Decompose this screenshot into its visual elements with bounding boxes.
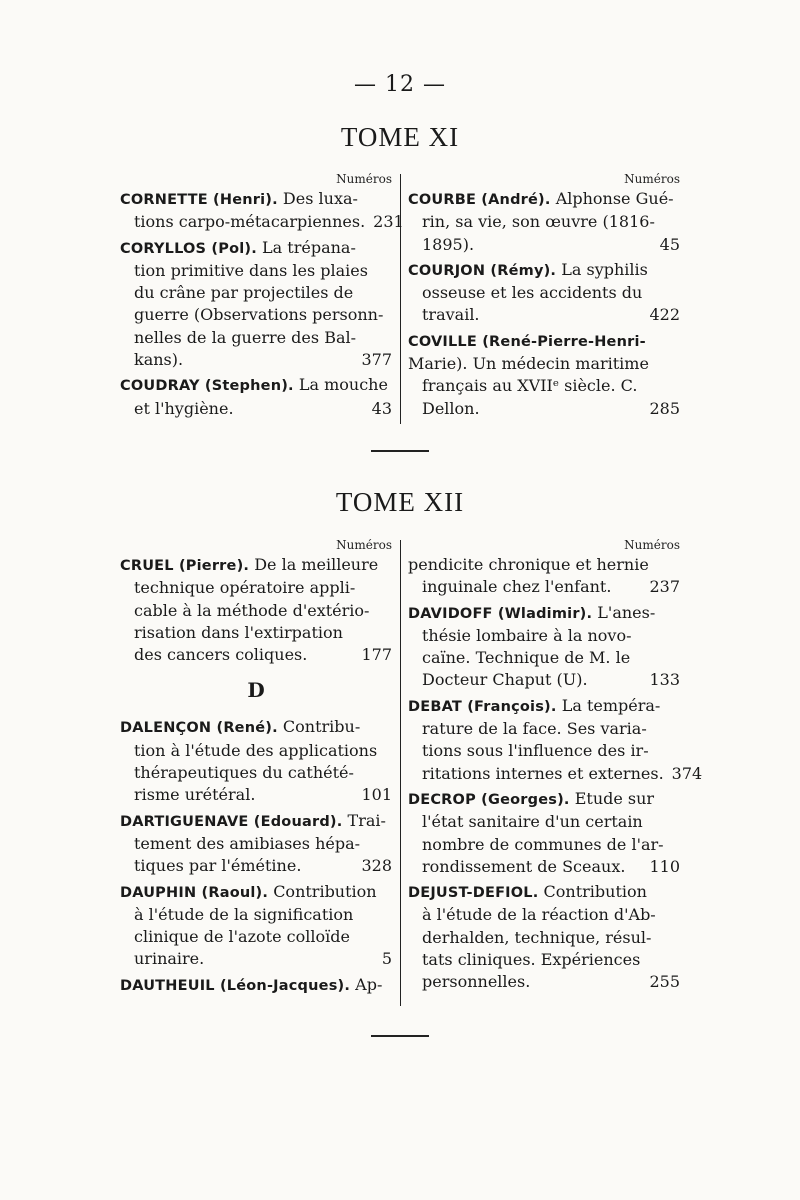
entry-text bbox=[120, 644, 307, 666]
entry-text bbox=[120, 762, 354, 784]
entry-line bbox=[408, 949, 680, 971]
entry-line bbox=[408, 669, 680, 691]
entry-line-text: clinique de l'azote colloïde bbox=[134, 927, 350, 947]
entry-line-text: urinaire. bbox=[134, 949, 205, 969]
entry-text bbox=[120, 554, 378, 577]
entry-line-text: thérapeutiques du cathété- bbox=[134, 763, 354, 783]
entry-line-text: La mouche bbox=[298, 375, 388, 395]
entry-line bbox=[120, 600, 392, 622]
entry-text bbox=[120, 784, 255, 806]
entry-text bbox=[408, 576, 611, 598]
entry-number: 45 bbox=[659, 234, 680, 254]
index-entry bbox=[120, 188, 404, 234]
entry-line bbox=[120, 374, 392, 397]
entry-line bbox=[408, 718, 680, 740]
entry-line bbox=[120, 304, 392, 326]
entry-text bbox=[408, 304, 480, 326]
entry-line bbox=[120, 398, 392, 420]
entry-text bbox=[408, 834, 664, 856]
entry-text bbox=[120, 374, 388, 397]
entry-text bbox=[120, 600, 369, 622]
entry-line-text: tions carpo-métacarpiennes. bbox=[134, 212, 366, 232]
entry-text bbox=[120, 260, 368, 282]
entry-text bbox=[408, 669, 588, 691]
entry-author: DEBAT (François). bbox=[408, 698, 557, 715]
section-rule bbox=[371, 450, 429, 452]
entry-line bbox=[408, 834, 680, 856]
entry-line bbox=[408, 856, 680, 878]
entry-line-text: tion primitive dans les plaies bbox=[134, 260, 368, 280]
entry-line-text: L'anes- bbox=[597, 602, 656, 622]
entry-line bbox=[120, 260, 392, 282]
entry-text bbox=[408, 949, 640, 971]
entry-line bbox=[408, 259, 680, 282]
entry-text bbox=[408, 188, 674, 211]
entry-number: 377 bbox=[361, 350, 392, 370]
entry-text bbox=[120, 349, 183, 371]
entry-line-text: tiques par l'émétine. bbox=[134, 856, 302, 876]
entry-text bbox=[408, 695, 660, 718]
entry-line-text: thésie lombaire à la novo- bbox=[422, 625, 632, 645]
entry-line bbox=[120, 577, 392, 599]
entry-author: CORYLLOS (Pol). bbox=[120, 240, 257, 257]
entry-line bbox=[120, 784, 392, 806]
numeros-label: Numéros bbox=[336, 538, 392, 552]
entry-line bbox=[120, 282, 392, 304]
entry-line-text: personnelles. bbox=[422, 972, 531, 992]
numeros-label: Numéros bbox=[624, 172, 680, 186]
entry-text bbox=[408, 330, 646, 353]
entry-author: CRUEL (Pierre). bbox=[120, 558, 250, 574]
entry-line-text: Marie). Un médecin maritime bbox=[408, 354, 649, 374]
index-column-left bbox=[120, 538, 392, 1000]
index-entry bbox=[120, 881, 392, 971]
entry-line-text: rature de la face. Ses varia- bbox=[422, 719, 647, 739]
entry-text bbox=[120, 327, 356, 349]
index-entry bbox=[408, 188, 680, 256]
entry-line bbox=[408, 647, 680, 669]
index-column-right bbox=[408, 172, 680, 423]
entry-line-text: Contribution bbox=[273, 881, 377, 901]
entry-number: 237 bbox=[649, 577, 680, 597]
tome-xii-section bbox=[120, 538, 703, 1008]
entry-line bbox=[408, 330, 680, 353]
entry-line bbox=[120, 974, 392, 997]
numeros-label: Numéros bbox=[336, 172, 392, 186]
entry-text bbox=[408, 234, 474, 256]
entry-line bbox=[408, 625, 680, 647]
entry-line-text: l'état sanitaire d'un certain bbox=[422, 812, 643, 832]
index-entry bbox=[120, 374, 392, 420]
entry-text bbox=[408, 856, 625, 878]
section-rule bbox=[371, 1035, 429, 1037]
entry-line-text: ritations internes et externes. bbox=[422, 763, 664, 783]
entry-text bbox=[408, 971, 530, 993]
entry-text bbox=[408, 282, 642, 304]
entry-author: COVILLE (René-Pierre-Henri- bbox=[408, 333, 646, 350]
entry-author: COURBE (André). bbox=[408, 192, 551, 208]
entry-author: DAVIDOFF (Wladimir). bbox=[408, 605, 593, 622]
entry-text bbox=[408, 398, 480, 420]
index-entry bbox=[408, 695, 703, 785]
entry-text bbox=[408, 375, 637, 397]
entry-number: 255 bbox=[649, 972, 680, 992]
entry-line-text: tion à l'étude des applications bbox=[134, 740, 378, 760]
entry-text bbox=[120, 948, 204, 970]
index-entry bbox=[120, 974, 392, 997]
entry-line-text: La trépana- bbox=[262, 237, 356, 257]
entry-line bbox=[120, 833, 392, 855]
entry-text bbox=[408, 259, 648, 282]
entry-line bbox=[120, 554, 392, 577]
tome-xii-title: TOME XII bbox=[335, 487, 465, 517]
entry-number: 285 bbox=[649, 398, 680, 418]
index-entry bbox=[120, 237, 392, 372]
entry-text bbox=[120, 716, 360, 739]
entry-line-text: La tempéra- bbox=[561, 695, 661, 715]
entry-line-text: Des luxa- bbox=[282, 189, 358, 208]
entry-line-text: Etude sur bbox=[574, 788, 655, 808]
entry-text bbox=[120, 398, 234, 420]
entry-text bbox=[120, 237, 356, 260]
entry-line bbox=[408, 695, 680, 718]
entry-line bbox=[408, 234, 680, 256]
letter-heading: D bbox=[247, 678, 265, 703]
entry-line bbox=[120, 926, 392, 948]
entry-text bbox=[408, 353, 649, 375]
entry-author: DAUPHIN (Raoul). bbox=[120, 884, 269, 901]
entry-line bbox=[408, 304, 680, 326]
index-entry bbox=[120, 554, 392, 666]
entry-number: 328 bbox=[361, 856, 392, 876]
entry-number: 231 bbox=[373, 212, 404, 232]
column-divider bbox=[400, 540, 401, 1006]
entry-author: DECROP (Georges). bbox=[408, 791, 570, 808]
entry-line bbox=[120, 211, 404, 233]
entry-text bbox=[120, 881, 377, 904]
entry-line-text: rondissement de Sceaux. bbox=[422, 856, 626, 876]
entry-line-text: nombre de communes de l'ar- bbox=[422, 834, 664, 854]
entry-text bbox=[120, 211, 365, 233]
entry-line-text: à l'étude de la signification bbox=[134, 904, 354, 924]
index-entry bbox=[408, 259, 680, 327]
entry-line bbox=[408, 740, 680, 762]
entry-line bbox=[120, 349, 392, 371]
entry-line bbox=[408, 811, 680, 833]
index-entry bbox=[408, 330, 680, 420]
entry-line bbox=[408, 398, 680, 420]
entry-line bbox=[408, 282, 680, 304]
entry-line bbox=[408, 211, 680, 233]
page-number: — 12 — bbox=[354, 72, 446, 97]
entry-text bbox=[408, 811, 643, 833]
entry-line-text: Ap- bbox=[355, 974, 383, 994]
entry-text bbox=[408, 211, 655, 233]
entry-line bbox=[120, 716, 392, 739]
entry-line bbox=[120, 622, 392, 644]
entry-line bbox=[408, 188, 680, 211]
entry-line-text: 1895). bbox=[422, 234, 475, 254]
entry-text bbox=[408, 554, 649, 576]
entry-text bbox=[408, 788, 654, 811]
entry-line bbox=[408, 375, 680, 397]
entry-author: DEJUST-DEFIOL. bbox=[408, 885, 539, 902]
entry-author: COUDRAY (Stephen). bbox=[120, 378, 294, 395]
entry-author: DALENÇON (René). bbox=[120, 720, 278, 737]
entry-text bbox=[408, 904, 656, 926]
entry-line-text: risation dans l'extirpation bbox=[134, 622, 343, 642]
entry-number: 422 bbox=[649, 305, 680, 325]
entry-text bbox=[120, 282, 353, 304]
index-entry bbox=[408, 554, 680, 599]
entry-text bbox=[120, 577, 355, 599]
entry-text bbox=[120, 855, 301, 877]
index-entry bbox=[408, 788, 680, 878]
entry-line-text: à l'étude de la réaction d'Ab- bbox=[422, 905, 656, 925]
tome-xi-section bbox=[120, 172, 680, 432]
entry-author: COURJON (Rémy). bbox=[408, 262, 557, 279]
entry-line bbox=[120, 740, 392, 762]
tome-xi-title: TOME XI bbox=[340, 122, 460, 152]
entry-line-text: La syphilis bbox=[561, 259, 648, 279]
entry-line bbox=[120, 810, 392, 833]
entry-number: 43 bbox=[371, 398, 392, 418]
entry-line bbox=[408, 554, 680, 576]
entry-line-text: des cancers coliques. bbox=[134, 645, 308, 665]
entry-line-text: et l'hygiène. bbox=[134, 398, 234, 418]
entry-line bbox=[408, 602, 680, 625]
entry-line-text: nelles de la guerre des Bal- bbox=[134, 327, 357, 347]
entry-line bbox=[408, 763, 703, 785]
entry-line bbox=[408, 576, 680, 598]
entry-line-text: Docteur Chaput (U). bbox=[422, 670, 588, 690]
entry-text bbox=[120, 926, 350, 948]
entry-line bbox=[120, 904, 392, 926]
entry-author: CORNETTE (Henri). bbox=[120, 192, 278, 208]
entry-line-text: Trai- bbox=[347, 810, 386, 830]
entry-line-text: derhalden, technique, résul- bbox=[422, 927, 652, 947]
entry-text bbox=[408, 718, 647, 740]
entry-number: 133 bbox=[649, 670, 680, 690]
entry-text bbox=[120, 304, 383, 326]
entry-author: DAUTHEUIL (Léon-Jacques). bbox=[120, 977, 351, 994]
entry-line bbox=[408, 971, 680, 993]
entry-line-text: français au XVIIᵉ siècle. C. bbox=[422, 376, 638, 396]
entry-text bbox=[120, 833, 360, 855]
entry-line bbox=[120, 762, 392, 784]
entry-line-text: guerre (Observations personn- bbox=[134, 305, 384, 325]
entry-text bbox=[408, 740, 649, 762]
entry-line-text: inguinale chez l'enfant. bbox=[422, 577, 612, 597]
entry-line bbox=[408, 904, 680, 926]
index-entry bbox=[408, 602, 680, 692]
entry-line-text: rin, sa vie, son œuvre (1816- bbox=[422, 212, 655, 232]
entry-line-text: tement des amibiases hépa- bbox=[134, 833, 361, 853]
entry-text bbox=[408, 927, 651, 949]
entry-text bbox=[408, 763, 664, 785]
entry-number: 110 bbox=[649, 856, 680, 876]
entry-number: 101 bbox=[361, 785, 392, 805]
index-entry bbox=[120, 716, 392, 806]
entry-author: DARTIGUENAVE (Edouard). bbox=[120, 813, 343, 830]
entry-line-text: osseuse et les accidents du bbox=[422, 283, 643, 303]
entry-line-text: caïne. Technique de M. le bbox=[422, 648, 631, 668]
numeros-label: Numéros bbox=[624, 538, 680, 552]
entry-line bbox=[408, 353, 680, 375]
entry-text bbox=[120, 188, 358, 211]
entry-line bbox=[120, 237, 392, 260]
entry-text bbox=[120, 810, 386, 833]
index-column-left bbox=[120, 172, 404, 423]
entry-line bbox=[120, 881, 392, 904]
entry-line-text: risme urétéral. bbox=[134, 785, 256, 805]
entry-line bbox=[120, 855, 392, 877]
entry-line-text: De la meilleure bbox=[254, 555, 379, 574]
entry-line-text: Dellon. bbox=[422, 398, 480, 418]
entry-line bbox=[120, 644, 392, 666]
entry-line bbox=[408, 788, 680, 811]
entry-line-text: cable à la méthode d'extério- bbox=[134, 600, 370, 620]
index-entry bbox=[408, 881, 680, 993]
entry-line bbox=[408, 927, 680, 949]
entry-line-text: tats cliniques. Expériences bbox=[422, 950, 641, 970]
entry-line-text: kans). bbox=[134, 350, 184, 370]
entry-line bbox=[120, 188, 392, 211]
entry-line-text: Contribu- bbox=[282, 717, 361, 737]
entry-line bbox=[120, 327, 392, 349]
entry-line-text: Alphonse Gué- bbox=[555, 189, 674, 208]
entry-text bbox=[120, 974, 382, 997]
entry-number: 374 bbox=[671, 763, 703, 783]
entry-number: 177 bbox=[361, 645, 392, 665]
entry-text bbox=[408, 881, 647, 904]
entry-text bbox=[408, 647, 630, 669]
entry-text bbox=[120, 904, 353, 926]
index-column-right bbox=[408, 538, 703, 997]
entry-text bbox=[120, 740, 377, 762]
entry-line-text: technique opératoire appli- bbox=[134, 578, 356, 598]
entry-line-text: du crâne par projectiles de bbox=[134, 283, 354, 303]
entry-text bbox=[120, 622, 343, 644]
index-entry bbox=[120, 810, 392, 878]
entry-number: 5 bbox=[381, 949, 392, 969]
entry-text bbox=[408, 625, 632, 647]
entry-line-text: tions sous l'influence des ir- bbox=[422, 741, 649, 761]
entry-line bbox=[120, 948, 392, 970]
entry-line-text: pendicite chronique et hernie bbox=[408, 555, 649, 574]
entry-line bbox=[408, 881, 680, 904]
entry-line-text: travail. bbox=[422, 305, 480, 325]
entry-line-text: Contribution bbox=[543, 882, 647, 902]
entry-text bbox=[408, 602, 655, 625]
